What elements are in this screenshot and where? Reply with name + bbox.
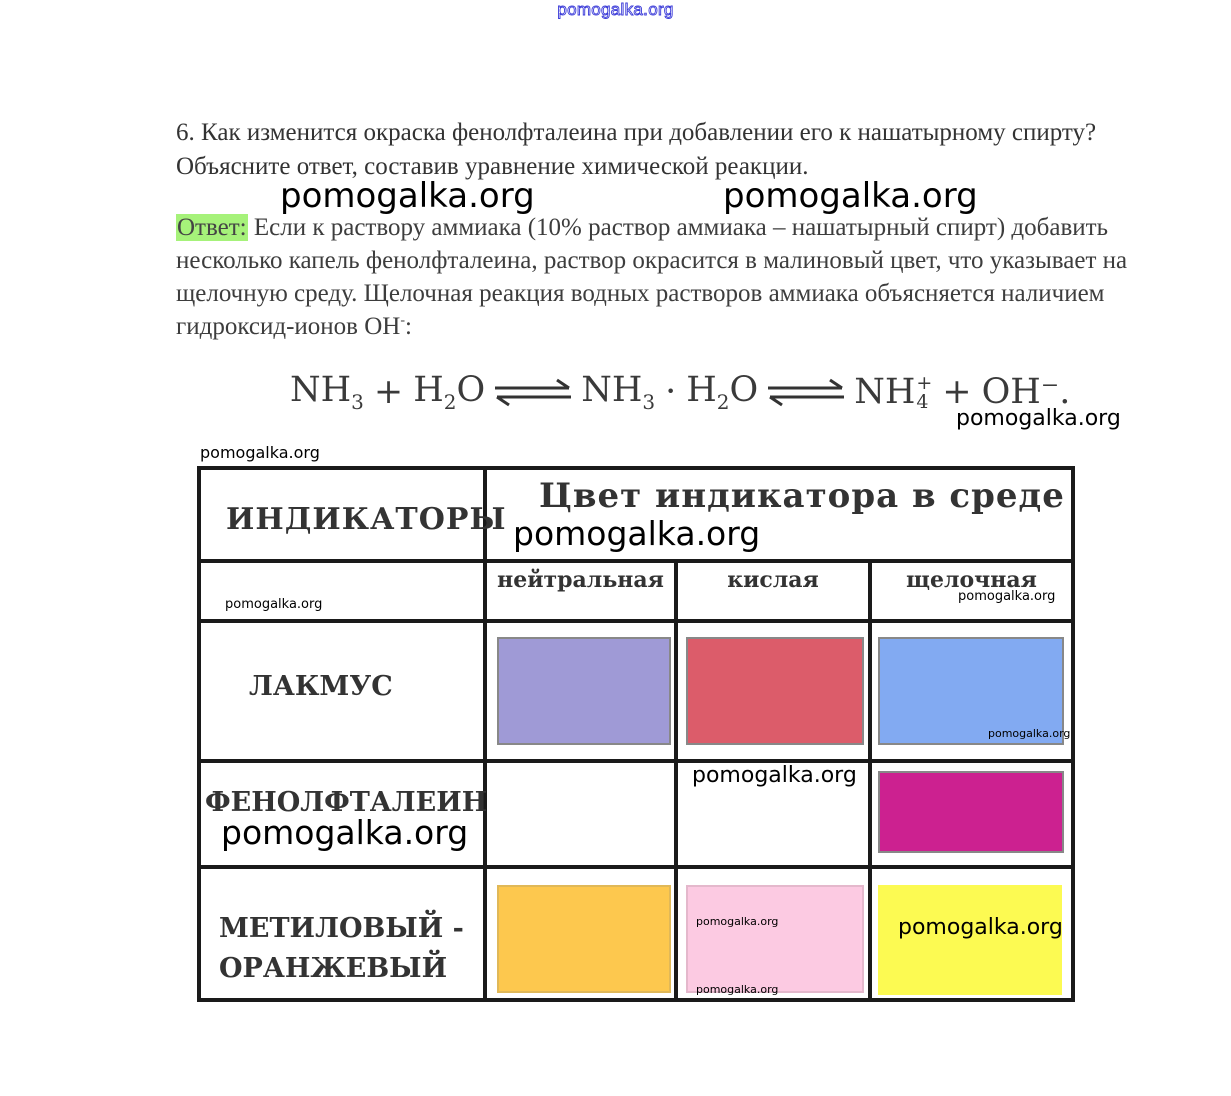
phenolphthalein-alkaline-cell: [870, 761, 1073, 867]
methyl-orange-alkaline-cell: [870, 867, 1073, 1000]
methyl-orange-neutral-swatch: [497, 885, 671, 993]
medium-acid: кислая: [727, 567, 819, 593]
medium-neutral-cell: [485, 561, 676, 621]
watermark: pomogalka.org: [225, 597, 323, 612]
eq-dot: ·: [665, 372, 677, 412]
litmus-neutral-swatch: [497, 637, 671, 745]
header-color-cell: [485, 468, 1073, 561]
litmus-alkaline-cell: [870, 621, 1073, 761]
methyl-orange-acid-swatch: [686, 885, 864, 993]
equation: [290, 370, 1070, 414]
methyl-orange-neutral-cell: [485, 867, 676, 1000]
top-watermark: pomogalka.org: [557, 0, 674, 19]
litmus-acid-cell: [676, 621, 870, 761]
watermark: pomogalka.org: [513, 514, 761, 553]
header-indicators-cell: [199, 468, 507, 561]
eq-nh3-a: $NH_3$: [290, 370, 364, 414]
eq-nh4: NH + 4: [854, 371, 933, 414]
watermark: pomogalka.org: [696, 983, 779, 996]
medium-alkaline: щелочная: [906, 567, 1037, 593]
row-phenolphthalein-label-cell: [199, 761, 488, 867]
row-methyl-orange-label-2: ОРАНЖЕВЫЙ: [219, 953, 448, 984]
watermark: pomogalka.org: [958, 589, 1056, 604]
row-methyl-orange-label-1: МЕТИЛОВЫЙ -: [219, 913, 464, 944]
watermark: pomogalka.org: [988, 727, 1071, 740]
answer-tail: :: [405, 313, 412, 340]
phenolphthalein-neutral-cell: [485, 761, 676, 867]
header-indicators: ИНДИКАТОРЫ: [226, 502, 507, 537]
phenolphthalein-alkaline-swatch: [878, 771, 1064, 853]
watermark: pomogalka.org: [280, 176, 535, 216]
equilibrium-arrow-icon: [493, 377, 573, 407]
methyl-orange-alkaline-swatch: [878, 885, 1062, 995]
eq-plus-2: +: [942, 372, 972, 412]
row-litmus-label-cell: [199, 621, 485, 761]
answer-superscript: -: [400, 313, 405, 328]
litmus-neutral-cell: [485, 621, 676, 761]
methyl-orange-acid-cell: [676, 867, 870, 1000]
watermark: pomogalka.org: [692, 763, 857, 788]
media-empty-cell: [199, 561, 485, 621]
answer-text: Если к раствору аммиака (10% раствор аммиака – нашатырный спирт) добавить несколько капель фенолфталеина, раствор окрасится в малиновый цвет, что указывает на щелочную среду. Щелочная реакция водных растворов аммиака объясняется наличием гидроксид-ионов ОН: [176, 214, 1128, 340]
medium-neutral: нейтральная: [497, 567, 664, 593]
answer-paragraph: [176, 211, 1176, 343]
phenolphthalein-acid-cell: [676, 761, 870, 867]
question-text: 6. Как изменится окраска фенолфталеина при добавлении его к нашатырному спирту? Объясните ответ, составив уравнение химической реакции.: [176, 119, 1097, 180]
watermark: pomogalka.org: [956, 406, 1121, 431]
indicator-table: [197, 466, 1075, 1002]
eq-nh3-b: $NH_3$: [581, 370, 656, 414]
row-litmus-label: ЛАКМУС: [249, 671, 393, 702]
watermark: pomogalka.org: [723, 176, 978, 216]
eq-h2o-a: $H_2O$: [413, 370, 486, 414]
watermark: pomogalka.org: [898, 915, 1063, 940]
eq-oh: OH⁻.: [981, 372, 1071, 412]
watermark: pomogalka.org: [200, 443, 320, 462]
eq-h2o-b: $H_2O$: [686, 370, 759, 414]
row-phenolphthalein-label: ФЕНОЛФТАЛЕИН: [205, 787, 488, 818]
watermark: pomogalka.org: [696, 915, 779, 928]
watermark: pomogalka.org: [221, 813, 469, 852]
medium-alkaline-cell: [870, 561, 1073, 621]
litmus-acid-swatch: [686, 637, 864, 745]
answer-label: Ответ:: [177, 214, 247, 241]
row-methyl-orange-label-cell: [199, 867, 485, 1000]
eq-plus-1: +: [373, 372, 404, 412]
header-color: Цвет индикатора в среде: [539, 476, 1065, 516]
medium-acid-cell: [676, 561, 870, 621]
equilibrium-arrow-icon: [766, 377, 846, 407]
